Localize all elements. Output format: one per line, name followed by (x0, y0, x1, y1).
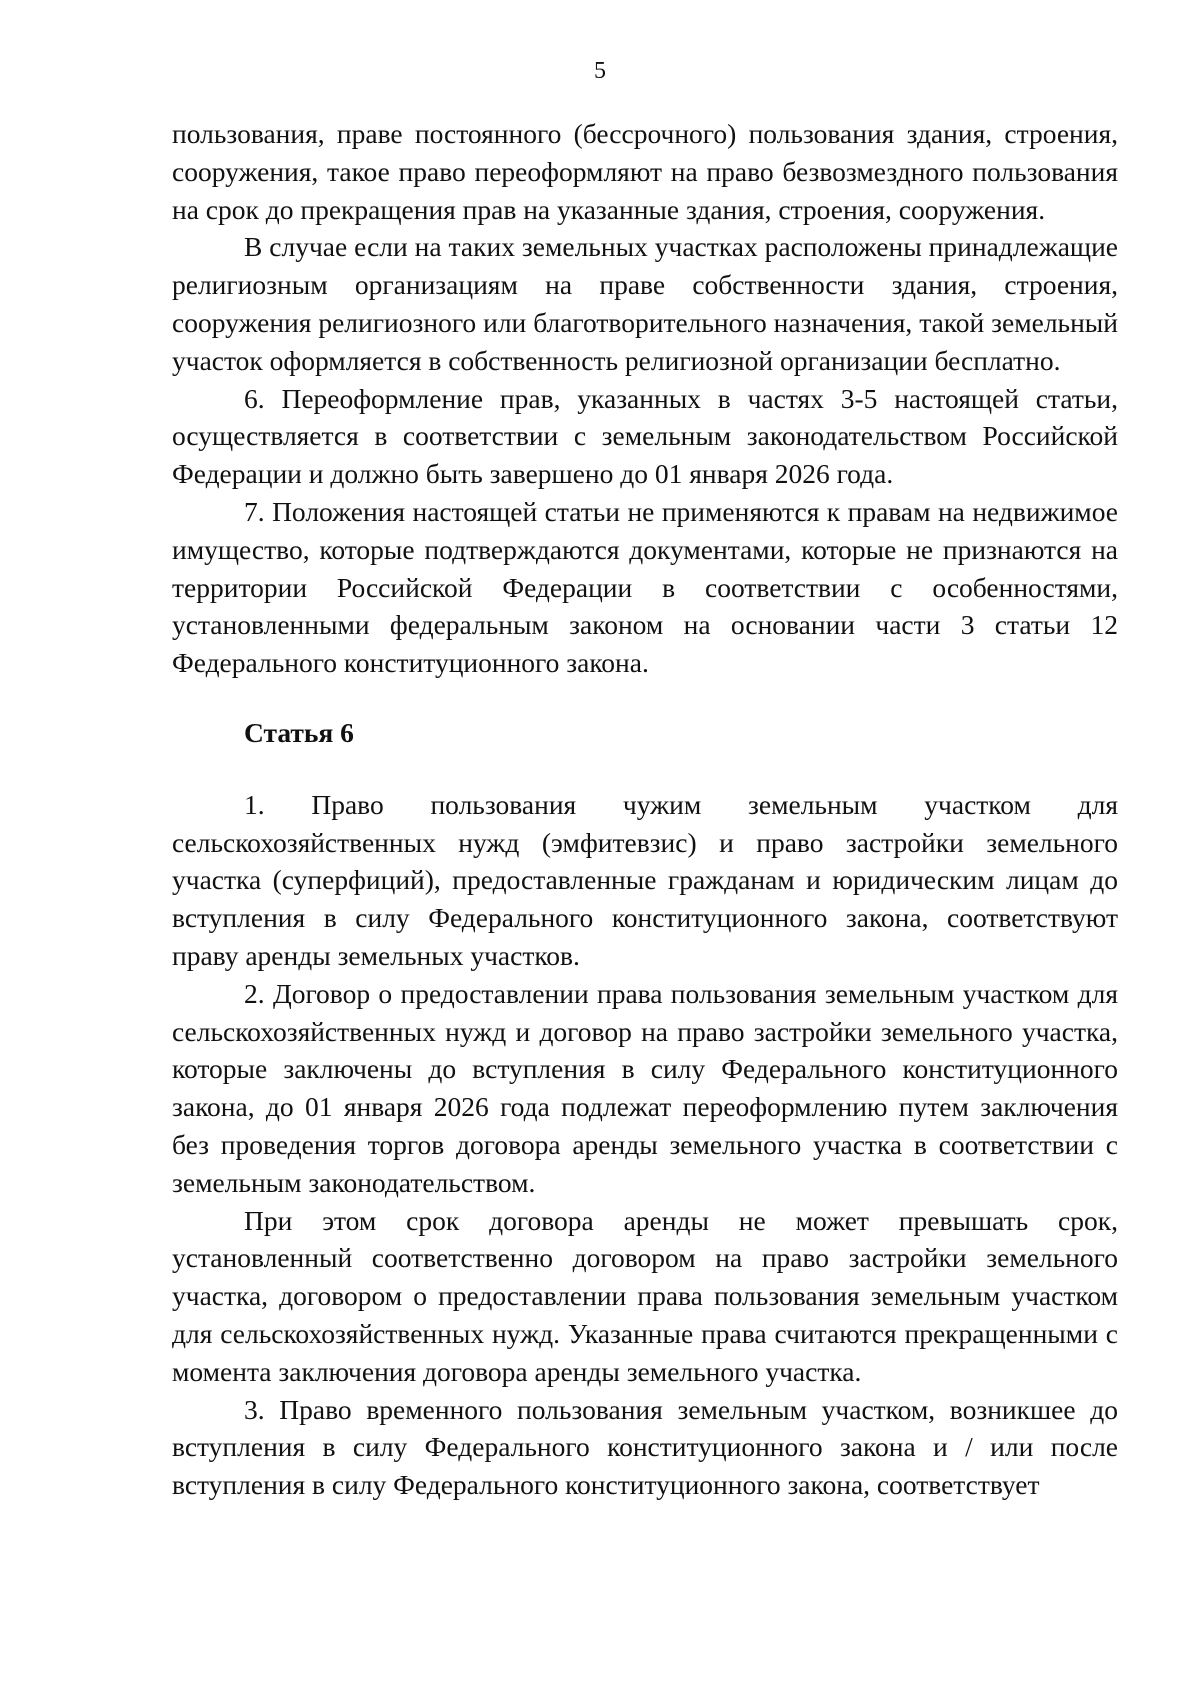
paragraph-article6-lease-term: При этом срок договора аренды не может превышать срок, установленный соответственно договором на право застройки земельного участка, договором о предоставлении права пользования земельным участком для сельскохозяйственных нужд. Указанные права считаются прекращенными с момента заключения договора аренды земельного участка. (172, 1204, 1118, 1387)
paragraph-article6-item-2: 2. Договор о предоставлении права пользования земельным участком для сельскохозяйственных нужд и договор на право застройки земельного участка, которые заключены до вступления в силу Федерального конституционного закона, до 01 января 2026 года подлежат переоформлению путем заключения без проведения торгов договора аренды земельного участка в соответствии с земельным законодательством. (172, 977, 1118, 1198)
paragraph-item-6: 6. Переоформление прав, указанных в частях 3-5 настоящей статьи, осуществляется в соответствии с земельным законодательством Российской Федерации и должно быть завершено до 01 января 2026 года. (172, 382, 1118, 490)
paragraph-article6-item-1: 1. Право пользования чужим земельным участком для сельскохозяйственных нужд (эмфитевзис) и право застройки земельного участка (суперфиций), предоставленные гражданам и юридическим лицам до вступления в силу Федерального конституционного закона, соответствуют праву аренды земельных участков. (172, 788, 1118, 971)
paragraph-continuation: пользования, праве постоянного (бессрочного) пользования здания, строения, сооружения, такое право переоформляют на право безвозмездного пользования на срок до прекращения прав на указанные здания, строения, сооружения. (172, 118, 1118, 225)
paragraph-article6-item-3: 3. Право временного пользования земельным участком, возникшее до вступления в силу Федерального конституционного закона и / или после вступления в силу Федерального конституционного закона, соответствует (172, 1393, 1118, 1501)
article-heading: Статья 6 (244, 716, 354, 748)
paragraph-item-7: 7. Положения настоящей статьи не применяются к правам на недвижимое имущество, которые подтверждаются документами, которые не признаются на территории Российской Федерации в соответствии с особенностями, установленными федеральным законом на основании части 3 статьи 12 Федерального конституционного закона. (172, 495, 1118, 679)
paragraph-religious-organizations: В случае если на таких земельных участках расположены принадлежащие религиозным организациям на праве собственности здания, строения, сооружения религиозного или благотворительного назначения, такой земельный участок оформляется в собственность религиозной организации бесплатно. (172, 231, 1118, 376)
document-body (172, 115, 1118, 1504)
page-number: 5 (594, 58, 606, 84)
